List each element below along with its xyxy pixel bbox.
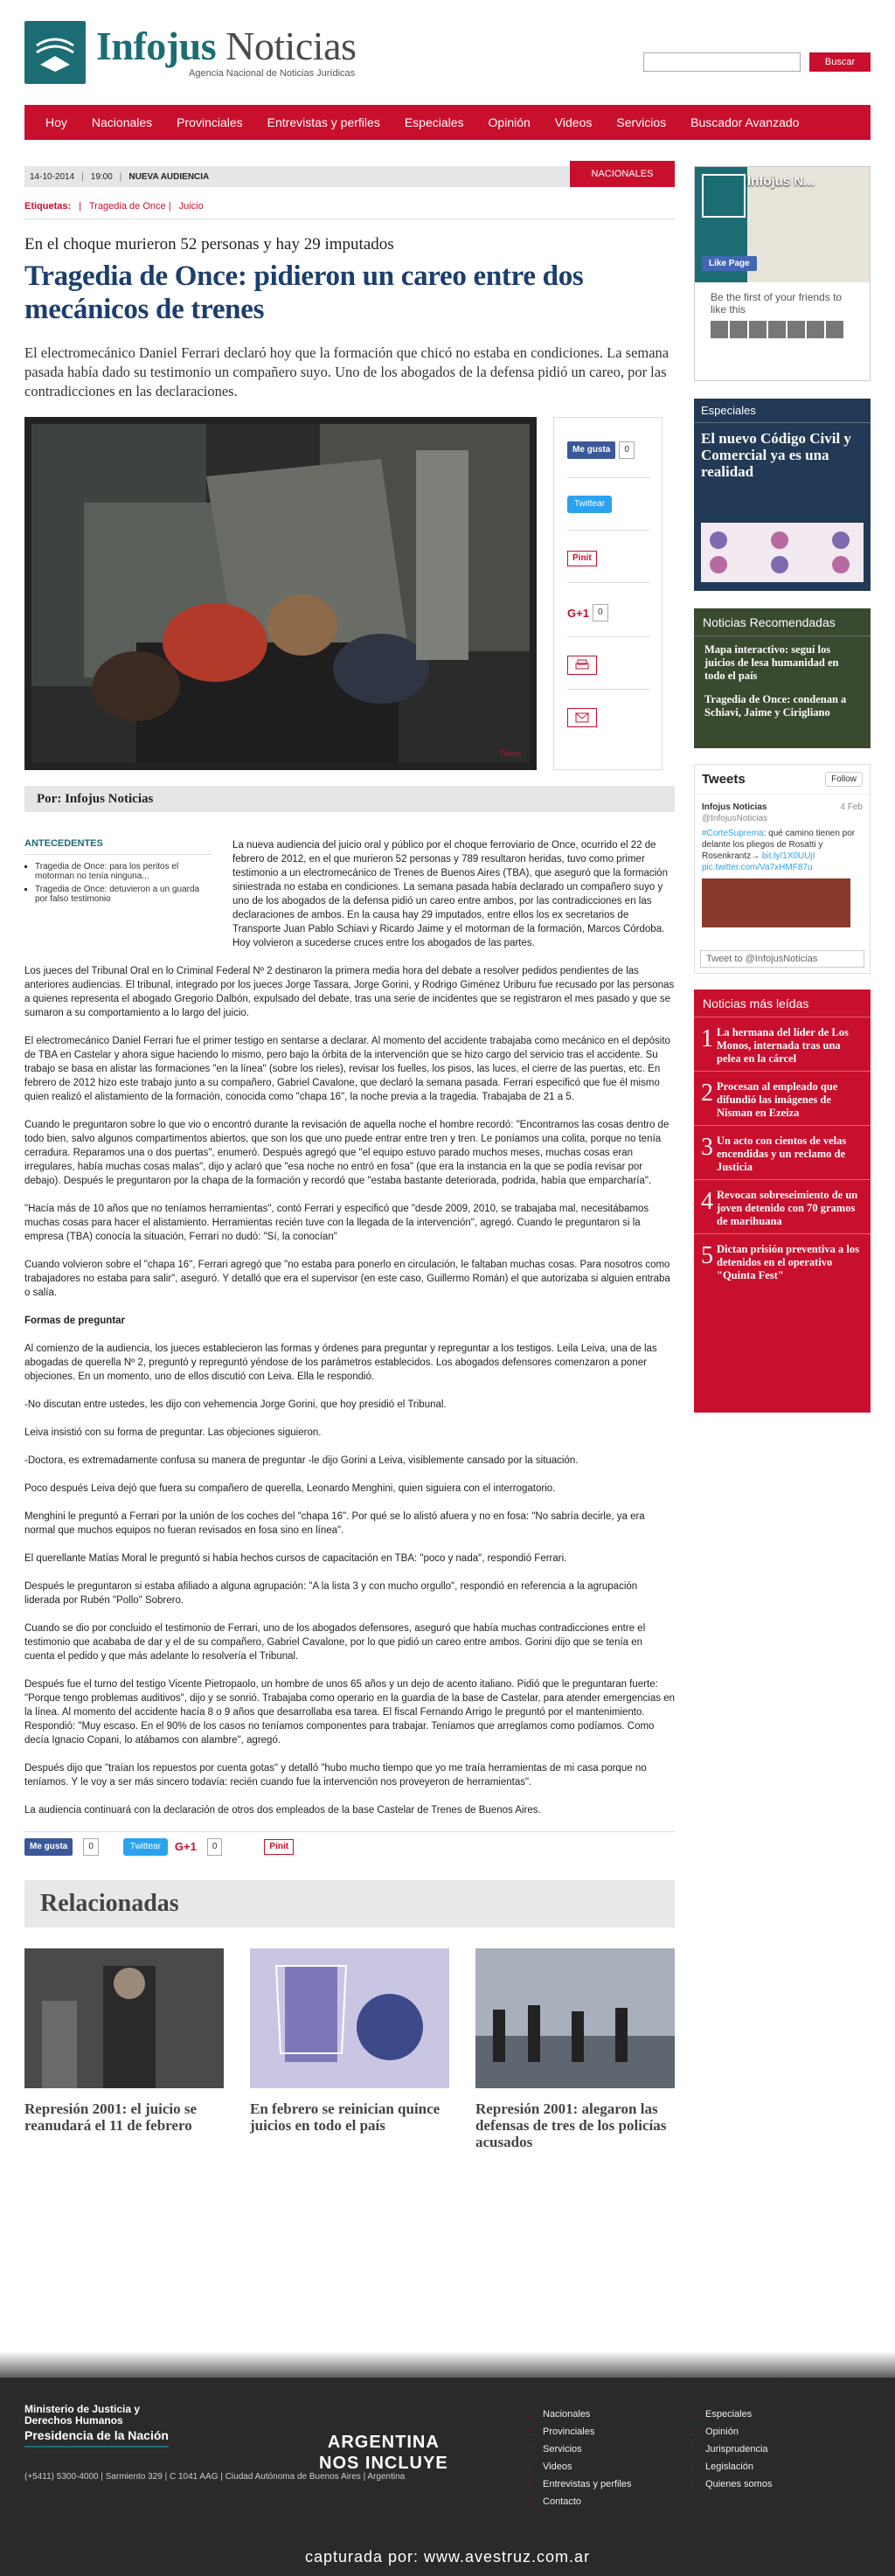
search-button[interactable]: Buscar <box>809 52 871 72</box>
related-image[interactable] <box>250 1948 449 2088</box>
twitter-share <box>567 495 612 514</box>
article-date: 14-10-2014 <box>30 171 75 182</box>
mas-leidas-number: 3 <box>701 1134 713 1161</box>
tag-link[interactable]: Tragedia de Once <box>88 201 166 212</box>
category-badge[interactable]: NACIONALES <box>570 161 675 187</box>
footer-fade <box>0 2351 895 2378</box>
tweet-button[interactable]: Twittear <box>567 496 612 513</box>
mas-leidas-link[interactable]: Dictan prisión preventiva a los detenidos en el operativo "Quinta Fest" <box>717 1243 859 1281</box>
tweet-link[interactable]: bit.ly/1X0UUjI pic.twitter.com/Va7xHMF87u <box>702 851 815 872</box>
tweet-hashtag[interactable]: #CorteSuprema <box>702 829 764 838</box>
article-paragraph: Poco después Leiva dejó que fuera su compañero de querella, Leonardo Menghini, quien siguiera con el interrogatorio. <box>24 1483 556 1494</box>
footer-link[interactable]: :: Contacto <box>528 2493 632 2510</box>
footer-link[interactable]: :: Especiales <box>690 2406 772 2423</box>
mas-leidas-link[interactable]: Un acto con cientos de velas encendidas y un reclamo de Justicia <box>717 1135 847 1173</box>
logo-emblem-icon <box>24 21 86 84</box>
article-byline: Por: Infojus Noticias <box>24 786 675 812</box>
article-paragraph: "Hacía más de 10 años que no teníamos herramientas", contó Ferrari y especificó que "desde 2009, 2010, se trabajaba mal, necesitábamos muchas cosas para hacer el alistamiento. Herramientas recién tuve con la llegada de la intervención", agregó. Cuando le preguntaron si la empresa (TBA) conocía la situación, Ferrari no dudó: "Sí, la conocían" <box>24 1204 649 1242</box>
footer-link[interactable]: :: Quienes somos <box>690 2475 772 2493</box>
tweet-handle[interactable]: @InfojusNoticias <box>702 814 768 823</box>
footer-address: (+5411) 5300-4000 | Sarmiento 329 | C 1041 AAG | Ciudad Autónoma de Buenos Aires | Argentina <box>24 2472 406 2482</box>
facebook-cover <box>695 167 870 282</box>
article-lead: El electromecánico Daniel Ferrari declaró hoy que la formación que chicó no estaba en condiciones. La semana pasada había dado su testimonio un compañero suyo. Uno de los abogados de la defensa pidió un careo, por las contradicciones en las declaraciones. <box>24 344 670 399</box>
article-column <box>24 166 675 2150</box>
footer-links-1 <box>528 2406 632 2510</box>
facebook-page-name[interactable]: Infojus N... <box>747 174 815 189</box>
facebook-page-widget <box>694 166 871 381</box>
article-paragraph: El querellante Matías Moral le preguntó si había hechos cursos de capacitación en TBA: "poco y nada", respondió Ferrari. <box>24 1553 567 1564</box>
mas-leidas-item[interactable] <box>694 1234 871 1288</box>
related-image[interactable] <box>475 1948 675 2088</box>
recomendada-link[interactable]: Mapa interactivo: seguí los juicios de lesa humanidad en todo el país <box>704 643 839 682</box>
footer-ministerio: Ministerio de Justicia y Derechos Humanos <box>24 2403 141 2427</box>
article-paragraph: Al comienzo de la audiencia, los jueces establecieron las formas y órdenes para preguntar y repreguntar a los testigos. Leila Leiva, una de las abogadas de querella Nº 2, preguntó y repreguntó yéndose de los parámetros establecidos. Los abogados defensores comenzaron a poner objeciones. En un momento, uno de ellos discutió con Leiva. Ella le respondió. <box>24 1344 657 1382</box>
twitter-follow-button[interactable]: Follow <box>825 772 863 787</box>
article-time: 19:00 <box>90 171 113 182</box>
article-section: NUEVA AUDIENCIA <box>128 171 210 182</box>
footer-link[interactable]: :: Provinciales <box>528 2423 632 2441</box>
logo-title-infojus: Infojus <box>96 24 217 68</box>
article-paragraph: -Doctora, es extremadamente confusa su manera de preguntar -le dijo Gorini a Leiva, visiblemente cansado por la situación. <box>24 1455 579 1466</box>
article-meta-bar: 14-10-2014 | 19:00 | NUEVA AUDIENCIA NACIONALES <box>24 166 675 187</box>
gplus-button[interactable]: G+1 <box>567 606 589 620</box>
mas-leidas-number: 2 <box>701 1080 713 1107</box>
argentina-nos-incluye-logo <box>319 2432 448 2474</box>
nav-item-servicios[interactable]: Servicios <box>616 115 667 129</box>
recomendadas-box <box>694 608 871 748</box>
pinit-button[interactable]: Pinit <box>567 551 597 566</box>
gplus-share <box>567 603 608 622</box>
site-logo[interactable] <box>24 21 356 84</box>
article-paragraph: Cuando se dio por concluido el testimonio de Ferrari, uno de los abogados defensores, aseguró que había muchas contradicciones entre el testimonio que acababa de dar y el de su compañero, Gabriel Cavalone, por lo que pidió un careo entre ambos. Gorini dijo que se tenía en cuenta el pedido y que más adelante lo resolvería el Tribunal. <box>24 1623 646 1662</box>
especiales-box[interactable] <box>694 399 871 591</box>
fb-share <box>567 441 635 460</box>
print-share <box>567 656 597 675</box>
article-paragraph: La audiencia continuará con la declaración de otros dos empleados de la base Castelar de Trenes de Buenos Aires. <box>24 1805 541 1816</box>
article-paragraph: Menghini le preguntó a Ferrari por la unión de los coches del "chapa 16". Por qué se lo alistó afuera y no en fosa: "No sabría decirle, ya era normal que muchos equipos no fueran revisados en fosa sino en línea". <box>24 1511 645 1536</box>
mas-leidas-number: 4 <box>701 1188 713 1215</box>
mas-leidas-number: 5 <box>701 1242 713 1269</box>
mas-leidas-link[interactable]: Procesan al empleado que difundió las imágenes de Nisman en Ezeiza <box>717 1080 838 1119</box>
facebook-like-button[interactable]: Me gusta <box>567 441 615 459</box>
nav-item-nacionales[interactable]: Nacionales <box>91 115 153 129</box>
tweet-user[interactable]: Infojus Noticias <box>702 802 767 812</box>
article-tags: Etiquetas: | Tragedia de Once | Juicio <box>24 201 675 219</box>
article-kicker: En el choque murieron 52 personas y hay 29 imputados <box>24 235 394 253</box>
article-paragraph: Después fue el turno del testigo Vicente Pietropaolo, un hombre de unos 65 años y un dejo de acento italiano. Pidió que le preguntaran fuerte: "Porque tengo problemas auditivos", dijo y se sonrió. Trabajaba como operario en la guardia de la base de Castelar, para atender emergencias en la línea. Al momento del accidente hacía 8 o 9 años que desarrollaba esa tarea. El fiscal Fernando Arrigo le preguntó por el mantenimiento. Respondió: "Muy escaso. En el 90% de los casos no teníamos componentes para trabajar. Teníamos que arreglamos como podíamos. Como decía Ignacio Copani, lo atábamos con alambre", agregó. <box>24 1679 675 1746</box>
especiales-image[interactable] <box>701 523 864 582</box>
antecedentes-title: ANTECEDENTES <box>24 838 212 855</box>
nav-item-opinion[interactable]: Opinión <box>488 115 531 129</box>
footer-link[interactable]: :: Videos <box>528 2458 632 2475</box>
mas-leidas-number: 1 <box>701 1025 713 1052</box>
article-subheading: Formas de preguntar <box>24 1316 126 1326</box>
related-title[interactable]: En febrero se reinician quince juicios en todo el país <box>250 2100 441 2134</box>
argentina-text: ARGENTINA <box>327 2433 440 2452</box>
article-body <box>24 838 675 1817</box>
related-card[interactable] <box>24 1948 224 2150</box>
footer-link[interactable]: :: Nacionales <box>528 2406 632 2423</box>
nos-incluye-text: NOS INCLUYE <box>319 2454 448 2473</box>
nav-item-buscador[interactable]: Buscador Avanzado <box>690 115 800 129</box>
article-paragraph: La nueva audiencia del juicio oral y público por el choque ferroviario de Once, ocurrido el 22 de febrero de 2012, en el que murieron 52 personas y 789 resultaron heridas, tuvo como primer testimonio a un electromecánico de Trenes de Buenos Aires (TBA), que aseguró que la formación siniestrada no estaba en condiciones. La semana pasada había declarado un compañero suyo y uno de los abogados de la defensa pidió un careo entre ambos, por las contradicciones en las declaraciones de ambos. En la causa hay 29 imputados, entre ellos los ex secretarios de Transporte Juan Pablo Schiavi y Ricardo Jaime y el motorman de la formación, Marcos Córdoba. Hoy volvieron a sucederse cruces entre los abogados de las partes. <box>232 840 668 948</box>
share-column <box>553 417 663 770</box>
tweet-image[interactable] <box>702 878 850 927</box>
facebook-widget-text: Be the first of your friends to like this <box>711 291 843 316</box>
nav-item-hoy[interactable]: Hoy <box>45 115 67 129</box>
antecedentes-box <box>24 838 212 907</box>
article-paragraph: Los jueces del Tribunal Oral en lo Criminal Federal Nº 2 destinaron la primera media hora del debate a resolver pedidos pendientes de las anteriores audiencias. El tribunal, integrado por los jueces Jorge Tassara, Jorge Gorini, y Rodrigo Giménez Uriburu fue recusado por las personas a quienes representa el abogado Gregorio Dalbón, expulsado del debate, tras una serie de incidentes que se registraron el mes pasado y que se sumaron a su comportamiento a lo largo del juicio. <box>24 966 675 1018</box>
article-paragraph: Cuando le preguntaron sobre lo que vio o encontró durante la revisación de aquella noche el hombre recordó: "Encontramos las cosas dentro de todo bien, salvo algunos compartimentos abiertos, que son los que uno puede entrar entre tren y tren. Le poníamos una colita, porque no tenía cerradura. Reparamos una o dos puertas", enumeró. Después agregó que "el equipo estuvo parado muchos meses, muchas cosas eran irregulares, había muchas cosas malas", dijo y aclaró que "esa noche no entró en fosa" (que era la instancia en la que se podía revisar por debajo). Después le preguntaron por la chapa de la formación y recordó que "estaba bastante deteriorada, podrida, había que emparcharía". <box>24 1120 670 1186</box>
capture-credit: capturada por: www.avestruz.com.ar <box>304 2548 591 2566</box>
recomendada-link[interactable]: Tragedia de Once: condenan a Schiavi, Jaime y Cirigliano <box>704 693 847 719</box>
article-text <box>24 838 675 1817</box>
site-header <box>24 21 871 91</box>
gplus-count: 0 <box>593 604 608 621</box>
mas-leidas-link[interactable]: Revocan sobreseimiento de un joven detenido con 70 gramos de marihuana <box>717 1189 858 1227</box>
footer-link[interactable]: :: Legislación <box>690 2458 772 2475</box>
footer-links-2 <box>690 2406 772 2493</box>
related-title[interactable]: Represión 2001: alegaron las defensas de tres de los policías acusados <box>475 2100 667 2150</box>
mas-leidas-item[interactable] <box>694 1017 871 1072</box>
site-footer <box>0 2378 895 2576</box>
media-row <box>24 417 675 793</box>
tweet-date[interactable]: 4 Feb <box>840 802 863 812</box>
antecedente-link[interactable]: ▪ Tragedia de Once: para los peritos el motorman no tenía ninguna... <box>35 862 212 881</box>
article-paragraph: El electromecánico Daniel Ferrari fue el primer testigo en sentarse a declarar. Al momento del accidente trabajaba como mecánico en el depósito de TBA en Castelar y ahora sigue haciendo lo mismo, pero bajo la órbita de la intervención que se hizo cargo del servicio tras el accidente. Su trabajo se basa en alistar las formaciones "en la línea" (sobre los rieles), revisar los fuelles, los pisos, las luces, el cierre de las puertas, etc. En febrero de 2012 hizo este trabajo junto a su compañero, Gabriel Cavalone, que declaró la semana pasada. Ferrari especificó que fue él mismo quien realizó el alistamiento de la formación, conocida como "chapa 16", la noche previa a la tragedia. Trabajaba de 21 a 5. <box>24 1036 670 1102</box>
facebook-like-count: 0 <box>619 441 635 459</box>
article-photo[interactable] <box>24 417 537 770</box>
tweets-heading: Tweets <box>702 772 746 787</box>
photo-credit: Télam <box>498 749 521 758</box>
facebook-like-page-button[interactable]: Like Page <box>702 256 757 271</box>
especiales-heading: Especiales <box>694 399 871 423</box>
pinterest-share <box>567 549 597 568</box>
logo-title-noticias: Noticias <box>225 24 357 68</box>
pinit-button[interactable]: Pinit <box>264 1839 294 1855</box>
article-paragraph: Leiva insistió con su forma de preguntar. Las objeciones siguieron. <box>24 1427 322 1438</box>
article-paragraph: Después dijo que "traían los repuestos por cuenta gotas" y detalló "hubo mucho tiempo que yo me traía herramientas de mi casa porque no teníamos. Y le voy a ser más sincero todavía: recién cuando fue la intervención nos proveyeron de herramientas". <box>24 1763 647 1788</box>
tweet-button[interactable]: Twittear <box>123 1838 168 1856</box>
nav-item-entrevistas[interactable]: Entrevistas y perfiles <box>267 115 380 129</box>
footer-link[interactable]: :: Entrevistas y perfiles <box>528 2475 632 2493</box>
nav-item-provinciales[interactable]: Provinciales <box>177 115 243 129</box>
antecedente-link[interactable]: ▪ Tragedia de Once: detuvieron a un guarda por falso testimonio <box>35 885 212 904</box>
footer-presidencia[interactable]: Presidencia de la Nación <box>24 2428 169 2448</box>
mas-leidas-item[interactable] <box>694 1180 871 1234</box>
tweet-text: : qué camino tienen por delante los pliegos de Rosatti y Rosenkrantz→ <box>702 829 856 861</box>
article-paragraph: -No discutan entre ustedes, les dijo con vehemencia Jorge Gorini, que hoy presidió el Tribunal. <box>24 1399 447 1410</box>
mas-leidas-item[interactable] <box>694 1072 871 1126</box>
gplus-count: 0 <box>207 1838 223 1856</box>
related-list <box>24 1948 675 2150</box>
twitter-widget <box>694 764 871 974</box>
footer-link[interactable]: :: Opinión <box>690 2423 772 2441</box>
especiales-title[interactable]: El nuevo Código Civil y Comercial ya es una realidad <box>701 430 851 480</box>
article-paragraph: Después le preguntaron si estaba afiliado a alguna agrupación: "A la lista 3 y con mucho orgullo", respondió en referencia a la agrupación liderada por Rubén "Pollo" Sobrero. <box>24 1581 638 1606</box>
sidebar <box>694 166 871 1413</box>
related-image[interactable] <box>24 1948 224 2088</box>
footer-link[interactable]: :: Servicios <box>528 2441 632 2458</box>
mas-leidas-box <box>694 989 871 1413</box>
gplus-button[interactable]: G+1 <box>174 1840 197 1853</box>
tags-label: Etiquetas: <box>24 201 72 212</box>
main-nav <box>24 105 871 140</box>
email-icon[interactable] <box>567 708 597 727</box>
related-title[interactable]: Represión 2001: el juicio se reanudará el 11 de febrero <box>24 2100 198 2134</box>
related-heading: Relacionadas <box>24 1880 675 1927</box>
mas-leidas-link[interactable]: La hermana del líder de Los Monos, internada tras una pelea en la cárcel <box>717 1026 849 1065</box>
nav-item-especiales[interactable]: Especiales <box>404 115 464 129</box>
recomendadas-heading: Noticias Recomendadas <box>694 608 871 636</box>
related-card[interactable] <box>475 1948 675 2150</box>
logo-subtitle: Agencia Nacional de Noticias Jurídicas <box>189 68 356 79</box>
tag-link[interactable]: Juicio <box>178 201 204 212</box>
mas-leidas-item[interactable] <box>694 1126 871 1180</box>
facebook-page-avatar[interactable] <box>702 174 746 218</box>
email-share <box>567 708 597 727</box>
facebook-like-button[interactable]: Me gusta <box>24 1838 73 1856</box>
article-paragraph: Cuando volvieron sobre el "chapa 16", Ferrari agregó que "no estaba para ponerlo en circulación, le faltaban muchas cosas. Para nosotros como trabajadores no estaba para salir", aseguró. Y detalló que era el supervisor (en este caso, Guillermo Román) el que autorizaba si alguien entraba o salía. <box>24 1260 670 1298</box>
tweet-to-input[interactable]: Tweet to @InfojusNoticias <box>700 950 864 968</box>
tweet-item <box>695 795 870 934</box>
footer-link[interactable]: :: Jurisprudencia <box>690 2441 772 2458</box>
facebook-like-count: 0 <box>83 1838 99 1856</box>
related-card[interactable] <box>250 1948 449 2150</box>
print-icon[interactable] <box>567 656 597 675</box>
article-headline: Tragedia de Once: pidieron un careo entre dos mecánicos de trenes <box>24 260 584 325</box>
bottom-share-bar <box>24 1831 675 1861</box>
mas-leidas-heading: Noticias más leídas <box>694 989 871 1017</box>
search-input[interactable] <box>643 52 801 72</box>
facebook-friend-thumbs <box>695 321 870 338</box>
nav-item-videos[interactable]: Videos <box>554 115 593 129</box>
